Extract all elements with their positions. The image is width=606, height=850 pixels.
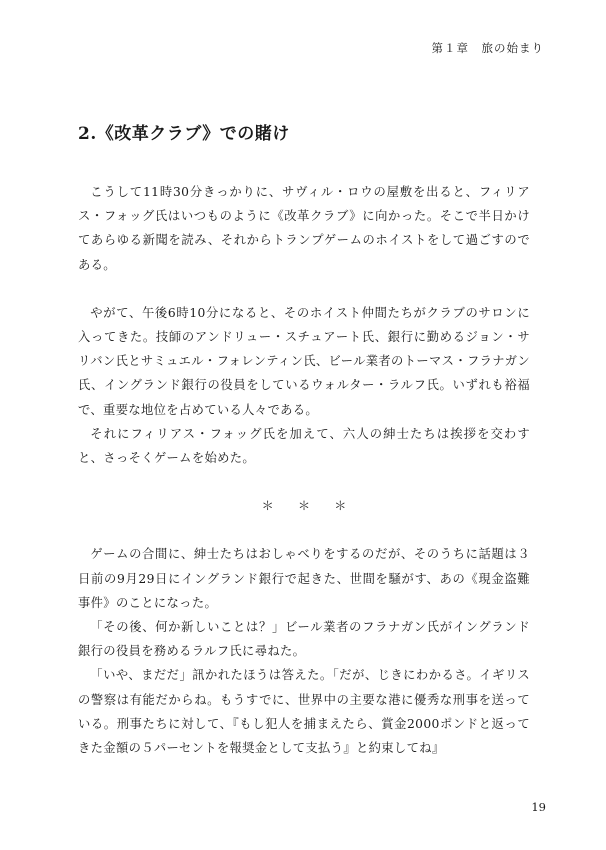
paragraph: 「いや、まだだ」訊かれたほうは答えた。「だが、じきにわかるさ。イギリスの警察は有能だからね。もうすでに、世界中の主要な港に優秀な刑事を送っている。刑事たちに対して、『もし犯人を捕まえたら、賞金2000ポンドと返ってきた金額の５パーセントを報奨金として支払う』と約束してね』 xyxy=(78,668,530,756)
section-separator: ＊＊＊ xyxy=(261,499,371,514)
section-title: 2.《改革クラブ》での賭け xyxy=(78,124,290,144)
body-text xyxy=(78,180,530,760)
page-number: 19 xyxy=(531,800,546,814)
paragraph: それにフィリアス・フォッグ氏を加えて、六人の紳士たちは挨拶を交わすと、さっそくゲームを始めた。 xyxy=(78,426,530,466)
paragraph: やがて、午後6時10分になると、そのホイスト仲間たちがクラブのサロンに入ってきた。技師のアンドリュー・スチュアート氏、銀行に勤めるジョン・サリバン氏とサミュエル・フォレンティン氏、ビール業者のトーマス・フラナガン氏、イングランド銀行の役員をしているウォルター・ラルフ氏。いずれも裕福で、重要な地位を占めている人々である。 xyxy=(78,305,530,417)
paragraph-gap xyxy=(78,277,530,301)
paragraph: 「その後、何か新しいことは？」ビール業者のフラナガン氏がイングランド銀行の役員を務めるラルフ氏に尋ねた。 xyxy=(78,620,530,659)
paragraph-gap xyxy=(78,470,530,494)
paragraph: こうして11時30分きっかりに、サヴィル・ロウの屋敷を出ると、フィリアス・フォッグ氏はいつものように《改革クラブ》に向かった。そこで半日かけてあらゆる新聞を読み、それからトランプゲームのホイストをして過ごすのである。 xyxy=(78,185,530,272)
running-head: 第１章 旅の始まり xyxy=(431,41,544,55)
paragraph: ゲームの合間に、紳士たちはおしゃべりをするのだが、そのうちに話題は３日前の9月29日にイングランド銀行で起きた、世間を騒がす、あの《現金盗難事件》のことになった。 xyxy=(78,547,530,610)
paragraph-gap xyxy=(78,518,530,542)
